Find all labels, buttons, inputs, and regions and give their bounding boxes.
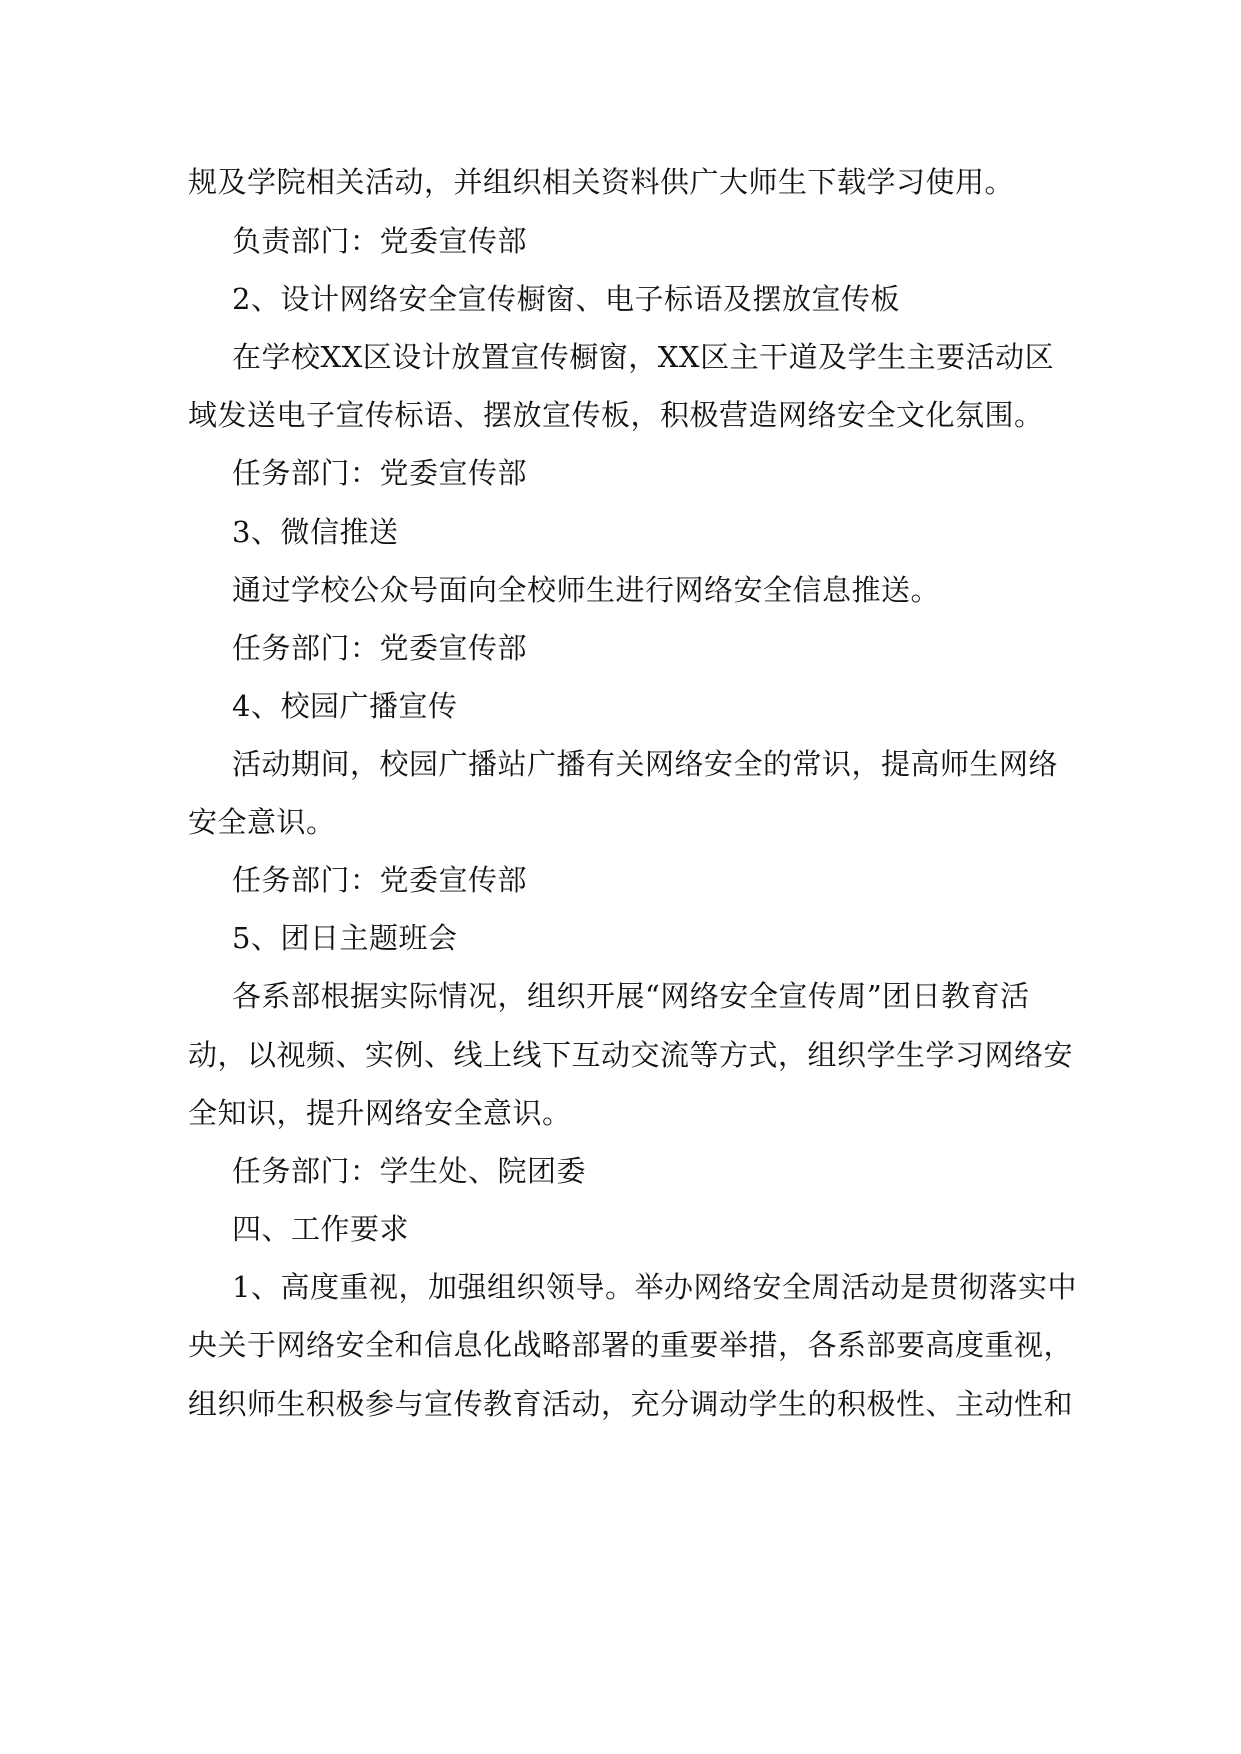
section-heading: 5、团日主题班会 xyxy=(232,921,458,955)
department-line: 任务部门：党委宣传部 xyxy=(232,631,528,665)
paragraph-line: 动，以视频、实例、线上线下互动交流等方式，组织学生学习网络安 xyxy=(188,1038,1074,1072)
section-heading: 四、工作要求 xyxy=(232,1212,410,1246)
paragraph-line: 各系部根据实际情况，组织开展“网络安全宣传周”团日教育活 xyxy=(232,979,1030,1013)
department-line: 任务部门：学生处、院团委 xyxy=(232,1154,587,1188)
paragraph-line: 1、高度重视，加强组织领导。举办网络安全周活动是贯彻落实中 xyxy=(232,1270,1077,1304)
department-line: 任务部门：党委宣传部 xyxy=(232,456,528,490)
paragraph-line: 组织师生积极参与宣传教育活动，充分调动学生的积极性、主动性和 xyxy=(188,1387,1074,1421)
paragraph-line: 安全意识。 xyxy=(188,805,336,839)
department-line: 任务部门：党委宣传部 xyxy=(232,863,528,897)
paragraph-line: 规及学院相关活动，并组织相关资料供广大师生下载学习使用。 xyxy=(188,165,1015,199)
section-heading: 2、设计网络安全宣传橱窗、电子标语及摆放宣传板 xyxy=(232,282,900,316)
paragraph-line: 央关于网络安全和信息化战略部署的重要举措，各系部要高度重视， xyxy=(188,1328,1074,1362)
paragraph-line: 在学校XX区设计放置宣传橱窗，XX区主干道及学生主要活动区 xyxy=(232,340,1055,374)
paragraph-line: 全知识，提升网络安全意识。 xyxy=(188,1096,572,1130)
section-heading: 3、微信推送 xyxy=(232,515,399,549)
section-heading: 4、校园广播宣传 xyxy=(232,689,458,723)
department-line: 负责部门：党委宣传部 xyxy=(232,224,528,258)
paragraph-line: 域发送电子宣传标语、摆放宣传板，积极营造网络安全文化氛围。 xyxy=(188,398,1044,432)
paragraph-line: 活动期间，校园广播站广播有关网络安全的常识，提高师生网络 xyxy=(232,747,1059,781)
paragraph-line: 通过学校公众号面向全校师生进行网络安全信息推送。 xyxy=(232,573,941,607)
